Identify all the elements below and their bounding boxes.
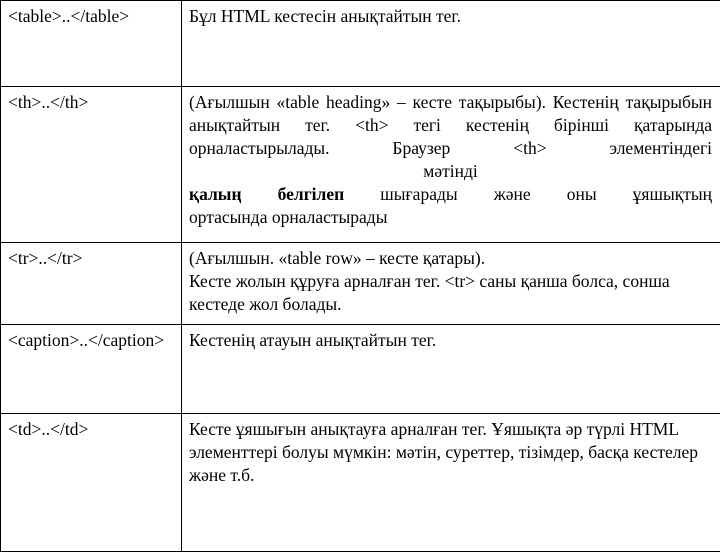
tag-cell-td: <td>..</td> <box>1 414 182 552</box>
tag-cell-tr: <tr>..</tr> <box>1 243 182 325</box>
th-bold-text: қалың белгілеп <box>189 184 345 204</box>
tr-description-line2: Кесте жолын құруға арналған тег. <tr> саны қанша болса, сонша кестеде жол болады. <box>189 271 670 314</box>
th-description-centered: мәтінді <box>423 161 478 181</box>
table-row <box>1 325 720 414</box>
tag-cell-table: <table>..</table> <box>1 1 182 87</box>
table-row <box>1 87 720 243</box>
th-description-bold-line <box>189 183 712 206</box>
description-cell-th <box>182 87 720 243</box>
tr-description-line1: (Ағылшын. «table row» – кесте қатары). <box>189 248 486 268</box>
table-row <box>1 243 720 325</box>
th-description-part2: шығарады және оны ұяшықтың <box>344 184 712 204</box>
th-description-part1: (Ағылшын «table heading» – кесте тақырыбы). Кестенің тақырыбын анықтайтын тег. <th> тегі кестенің бірінші қатарында орналастырылады. Браузер <th> элементіндегі <box>189 92 712 158</box>
description-cell-tr <box>182 243 720 325</box>
description-cell-table: Бұл HTML кестесін анықтайтын тег. <box>182 1 720 87</box>
table-row <box>1 414 720 552</box>
description-cell-caption: Кестенің атауын анықтайтын тег. <box>182 325 720 414</box>
description-cell-td: Кесте ұяшығын анықтауға арналған тег. Ұяшықта әр түрлі HTML элементтері болуы мүмкін: мәтін, суреттер, тізімдер, басқа кестелер және т.б. <box>182 414 720 552</box>
th-description-part3: ортасында орналастырады <box>189 207 388 227</box>
tag-cell-caption: <caption>..</caption> <box>1 325 182 414</box>
table-row <box>1 1 720 87</box>
tag-cell-th: <th>..</th> <box>1 87 182 243</box>
